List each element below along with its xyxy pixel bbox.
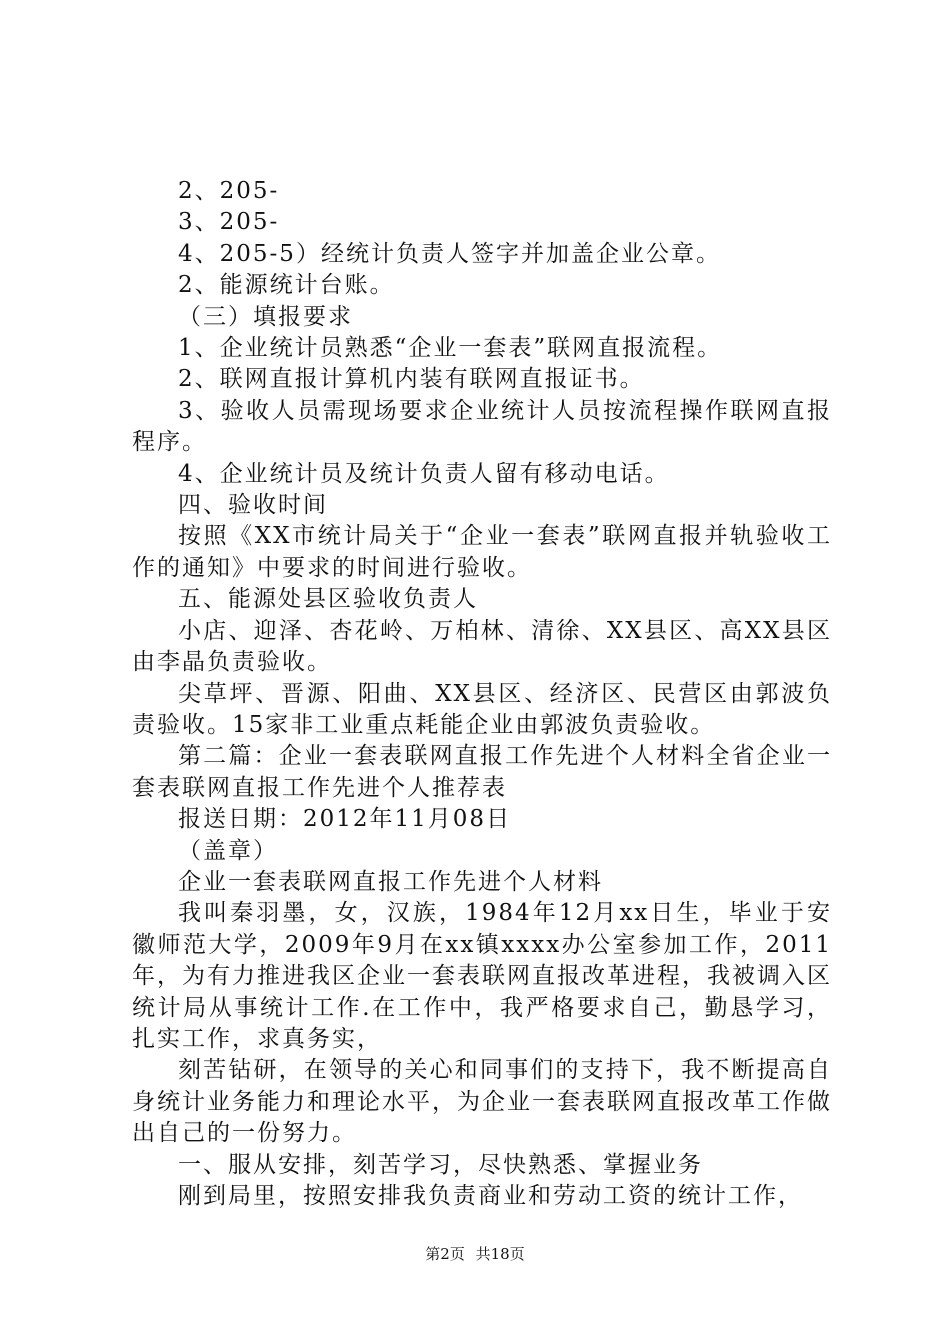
paragraph: 刚到局里，按照安排我负责商业和劳动工资的统计工作， [178,1183,803,1209]
paragraph: 四、验收时间 [178,492,328,519]
paragraph: 企业一套表联网直报工作先进个人材料 [178,868,603,895]
paragraph: 尖草坪、晋源、阳曲、XX县区、经济区、民营区由郭波负责验收。15家非工业重点耗能企业由郭波负责验收。 [132,680,832,738]
paragraph: 第二篇：企业一套表联网直报工作先进个人材料全省企业一套表联网直报工作先进个人推荐表 [132,743,832,801]
paragraph: 五、能源处县区验收负责人 [178,586,478,613]
paragraph: 按照《XX市统计局关于“企业一套表”联网直报并轨验收工作的通知》中要求的时间进行验收。 [132,523,832,581]
document-body [132,176,832,1212]
paragraph: 1、企业统计员熟悉“企业一套表”联网直报流程。 [178,335,723,362]
paragraph: 小店、迎泽、杏花岭、万柏林、清徐、XX县区、高XX县区由李晶负责验收。 [132,617,832,676]
paragraph: 我叫秦羽墨，女，汉族，1984年12月xx日生，毕业于安徽师范大学，2009年9月在xx镇xxxx办公室参加工作，2011年，为有力推进我区企业一套表联网直报改革进程，我被调入区统计局从事统计工作.在工作中，我严格要求自己，勤恳学习，扎实工作，求真务实， [132,900,832,1052]
paragraph: 一、服从安排，刻苦学习，尽快熟悉、掌握业务 [178,1151,703,1178]
paragraph: 2、能源统计台账。 [178,272,395,299]
paragraph: 2、联网直报计算机内装有联网直报证书。 [178,366,645,393]
paragraph: 3、205- [178,209,280,236]
paragraph: 4、205-5）经统计负责人签字并加盖企业公章。 [178,240,721,267]
paragraph: 刻苦钻研，在领导的关心和同事们的支持下，我不断提高自身统计业务能力和理论水平，为企业一套表联网直报改革工作做出自己的一份努力。 [132,1057,832,1147]
page-footer [0,1243,950,1264]
paragraph: 2、205- [178,178,280,204]
page-total: 共18页 [475,1245,525,1263]
paragraph: 报送日期：2012年11月08日 [178,806,512,833]
paragraph: （三）填报要求 [178,303,353,330]
paragraph: （盖章） [178,837,278,864]
page-number: 第2页 [425,1245,465,1263]
paragraph: 3、验收人员需现场要求企业统计人员按流程操作联网直报程序。 [132,397,832,456]
paragraph: 4、企业统计员及统计负责人留有移动电话。 [178,460,670,487]
